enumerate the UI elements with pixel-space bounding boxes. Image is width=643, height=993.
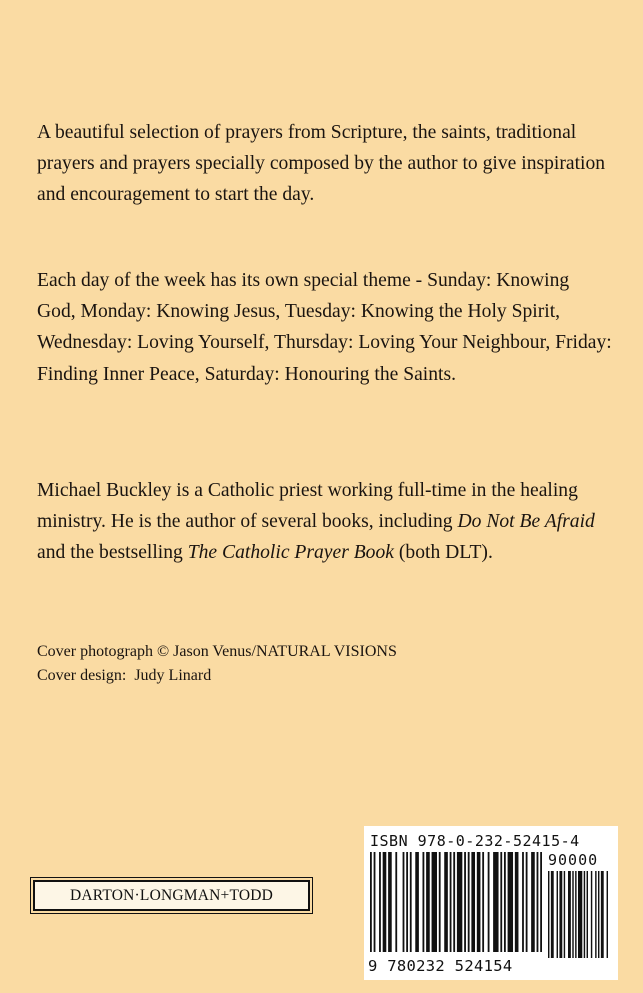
barcode-bar — [564, 871, 565, 958]
barcode-bar — [423, 852, 425, 952]
barcode-bar — [575, 871, 576, 958]
barcode-bar — [598, 871, 599, 958]
barcode-bar — [450, 852, 452, 952]
barcode-bar — [587, 871, 588, 958]
author-bio-outro: (both DLT). — [393, 542, 493, 564]
barcode-bar — [526, 852, 528, 952]
barcode-bar — [572, 871, 573, 958]
barcode-bar — [388, 852, 392, 952]
barcode-bar — [595, 871, 596, 958]
publisher-logo-text: DARTON·LONGMAN+TODD — [69, 886, 274, 904]
barcode-bar — [464, 852, 466, 952]
barcode-bar — [453, 852, 455, 952]
barcode-bar — [531, 852, 535, 952]
barcode-digits: 9 780232 524154 — [368, 957, 513, 975]
description-paragraph-1: A beautiful selection of prayers from Scripture, the saints, traditional prayers and prayers specially composed by the author to give inspiration and encouragement to start the day. — [37, 122, 606, 206]
barcode-bar — [559, 871, 562, 958]
photograph-credit: Cover photograph © Jason Venus/NATURAL VISIONS — [37, 643, 397, 660]
barcode-bar — [493, 852, 498, 952]
barcode-bar — [540, 852, 542, 952]
barcode-addon-bars — [548, 871, 610, 958]
barcode-bar — [468, 852, 470, 952]
author-bio-connector: and the bestselling — [37, 542, 188, 564]
publisher-logo — [33, 880, 310, 911]
barcode-bar — [568, 871, 571, 958]
barcode-main-bars — [370, 852, 544, 958]
barcode-bar — [432, 852, 437, 952]
barcode-bar — [504, 852, 506, 952]
barcode-bar — [439, 852, 441, 952]
barcode-bar — [444, 852, 448, 952]
isbn-barcode — [364, 826, 618, 980]
barcode-bar — [578, 871, 582, 958]
barcode-bar — [607, 871, 608, 958]
barcode-bar — [374, 852, 376, 952]
barcode-bar — [406, 852, 408, 952]
barcode-bar — [515, 852, 519, 952]
barcode-bar — [551, 871, 554, 958]
cover-credits — [37, 640, 397, 688]
barcode-bar — [500, 852, 502, 952]
barcode-bar — [601, 871, 604, 958]
barcode-bar — [584, 871, 585, 958]
barcode-bar — [477, 852, 481, 952]
author-bio-intro: Michael Buckley is a Catholic priest working full-time in the healing ministry. He is the author of several books, including — [37, 480, 578, 533]
barcode-bar — [471, 852, 475, 952]
barcode-bar — [426, 852, 430, 952]
price-addon-number: 90000 — [548, 851, 599, 869]
book-title-catholic-prayer-book: The Catholic Prayer Book — [187, 542, 394, 564]
author-bio — [37, 475, 597, 569]
barcode-bar — [508, 852, 513, 952]
design-credit: Cover design: Judy Linard — [37, 667, 212, 684]
barcode-bar — [395, 852, 397, 952]
barcode-bar — [537, 852, 539, 952]
barcode-bar — [415, 852, 419, 952]
barcode-bar — [370, 852, 372, 952]
barcode-bar — [591, 871, 592, 958]
barcode-bar — [522, 852, 524, 952]
barcode-bar — [548, 871, 549, 958]
barcode-bar — [488, 852, 490, 952]
barcode-bar — [557, 871, 558, 958]
barcode-bar — [379, 852, 381, 952]
barcode-bar — [383, 852, 387, 952]
barcode-bar — [410, 852, 412, 952]
isbn-number: ISBN 978-0-232-52415-4 — [370, 832, 580, 850]
barcode-bar — [403, 852, 405, 952]
description-paragraph-2: Each day of the week has its own special theme - Sunday: Knowing God, Monday: Knowing Jesus, Tuesday: Knowing the Holy Spirit, Wednesday: Loving Yourself, Thursday: Loving Your Neighbour, Friday: Finding Inner Peace, Saturday: Honouring the Saints. — [37, 270, 612, 385]
book-title-do-not-be-afraid: Do Not Be Afraid — [457, 511, 595, 533]
barcode-bar — [482, 852, 484, 952]
barcode-bar — [457, 852, 462, 952]
